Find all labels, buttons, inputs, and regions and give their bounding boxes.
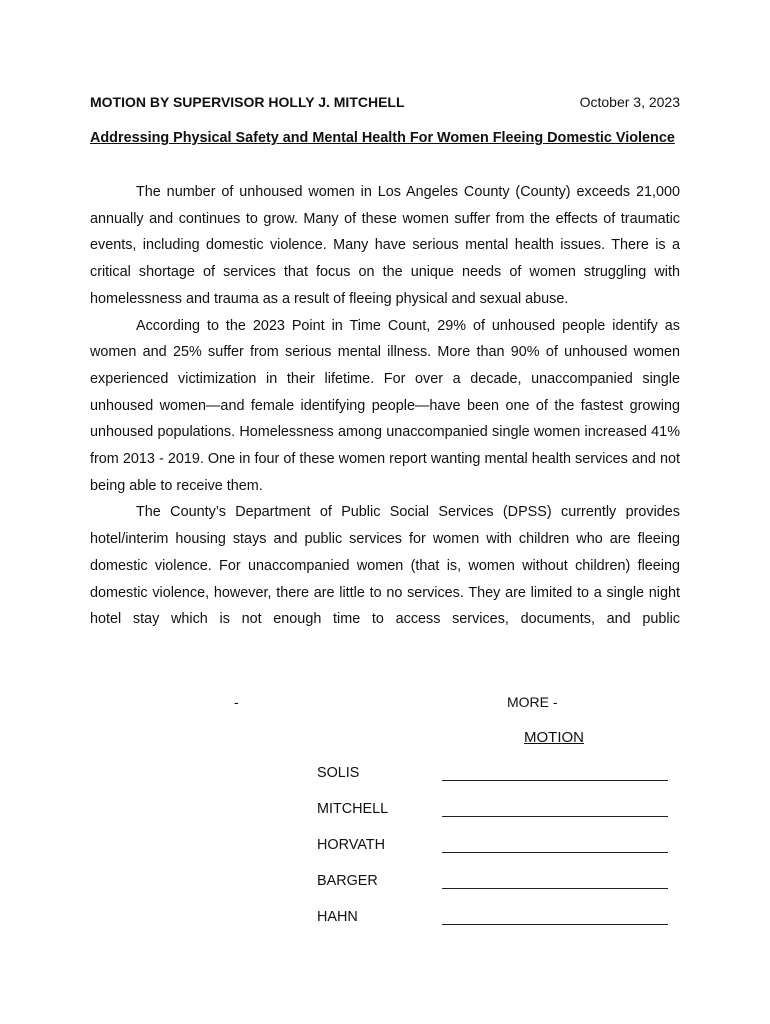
vote-row-mitchell — [317, 801, 677, 823]
motion-date: October 3, 2023 — [579, 94, 680, 110]
vote-signature-line — [442, 816, 668, 817]
more-label: MORE - — [507, 694, 558, 710]
motion-vote-heading: MOTION — [524, 729, 584, 746]
motion-body — [90, 179, 680, 633]
body-paragraph-2: According to the 2023 Point in Time Count, 29% of unhoused people identify as women and 25% suffer from serious mental illness. More than 90% of unhoused women experienced victimization in their lifetime. For over a decade, unaccompanied single unhoused women—and female identifying people—have been one of the fastest growing unhoused populations. Homelessness among unaccompanied single women increased 41% from 2013 - 2019. One in four of these women report wanting mental health services and not being able to receive them. — [90, 317, 680, 494]
vote-row-solis — [317, 765, 677, 787]
vote-row-barger — [317, 873, 677, 895]
body-paragraph-1: The number of unhoused women in Los Angeles County (County) exceeds 21,000 annually and continues to grow. Many of these women suffer from the effects of traumatic events, including domestic violence. Many have serious mental health issues. There is a critical shortage of services that focus on the unique needs of women struggling with homelessness and trauma as a result of fleeing physical and sexual abuse. — [90, 184, 680, 307]
supervisor-name: HAHN — [317, 909, 358, 925]
vote-signature-line — [442, 888, 668, 889]
supervisor-name: BARGER — [317, 873, 378, 889]
vote-signature-line — [442, 852, 668, 853]
more-dash: - — [234, 694, 239, 710]
vote-signature-line — [442, 780, 668, 781]
supervisor-name: HORVATH — [317, 837, 385, 853]
supervisor-name: MITCHELL — [317, 801, 389, 817]
supervisor-name: SOLIS — [317, 765, 360, 781]
document-header — [90, 94, 680, 114]
vote-signature-line — [442, 924, 668, 925]
body-paragraph-3: The County’s Department of Public Social Services (DPSS) currently provides hotel/interim housing stays and public services for women with children who are fleeing domestic violence. For unaccompanied women (that is, women without children) fleeing domestic violence, however, there are little to no services. They are limited to a single night hotel stay which is not enough time to access services, documents, and public — [90, 504, 680, 628]
vote-row-hahn — [317, 909, 677, 931]
motion-subject-title: Addressing Physical Safety and Mental Health For Women Fleeing Domestic Violence — [90, 130, 675, 146]
motion-author-heading: MOTION BY SUPERVISOR HOLLY J. MITCHELL — [90, 94, 405, 110]
vote-row-horvath — [317, 837, 677, 859]
